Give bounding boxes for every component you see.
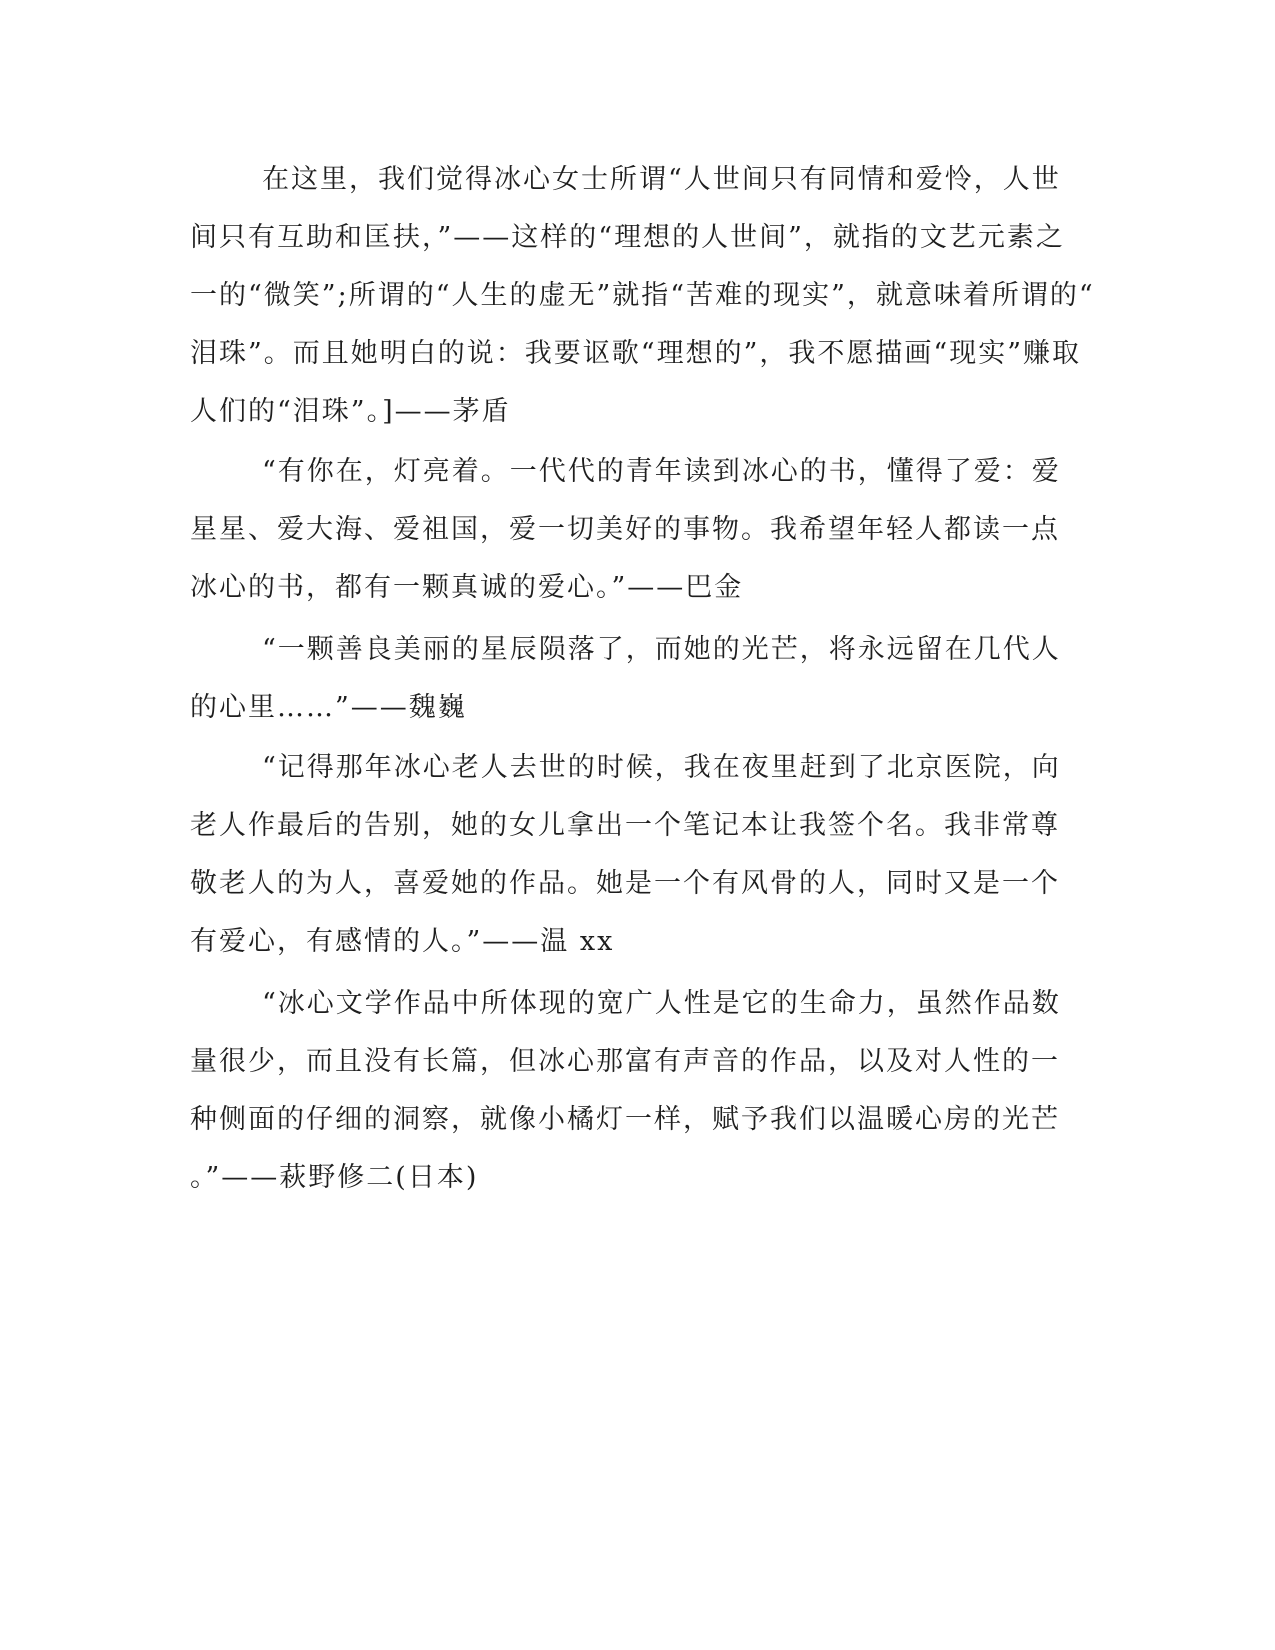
paragraph-1-line-1: 在这里，我们觉得冰心女士所谓“人世间只有同情和爱怜，人世 [262, 164, 1061, 195]
paragraph-2-line-2: 星星、爱大海、爱祖国，爱一切美好的事物。我希望年轻人都读一点 [190, 514, 1060, 545]
paragraph-1-line-2: 间只有互助和匡扶，”——这样的“理想的人世间”，就指的文艺元素之 [190, 222, 1065, 253]
paragraph-3-line-1: “一颗善良美丽的星辰陨落了，而她的光芒，将永远留在几代人 [262, 634, 1061, 665]
paragraph-4-line-3: 敬老人的为人，喜爱她的作品。她是一个有风骨的人，同时又是一个 [190, 868, 1060, 899]
paragraph-5-line-3: 种侧面的仔细的洞察，就像小橘灯一样，赋予我们以温暖心房的光芒 [190, 1104, 1060, 1135]
paragraph-2-line-1: “有你在，灯亮着。一代代的青年读到冰心的书，懂得了爱：爱 [262, 456, 1061, 487]
paragraph-5-line-2: 量很少，而且没有长篇，但冰心那富有声音的作品，以及对人性的一 [190, 1046, 1060, 1077]
paragraph-2-line-3: 冰心的书，都有一颗真诚的爱心。”——巴金 [190, 572, 744, 603]
paragraph-3-line-2: 的心里……”——魏巍 [190, 692, 467, 723]
paragraph-4-line-1: “记得那年冰心老人去世的时候，我在夜里赶到了北京医院，向 [262, 752, 1061, 783]
paragraph-1-line-5: 人们的“泪珠”。]——茅盾 [190, 396, 511, 427]
paragraph-1-line-4: 泪珠”。而且她明白的说：我要讴歌“理想的”，我不愿描画“现实”赚取 [190, 338, 1082, 369]
paragraph-1-line-3: 一的“微笑”;所谓的“人生的虚无”就指“苦难的现实”，就意味着所谓的“ [190, 280, 1095, 311]
paragraph-5-line-1: “冰心文学作品中所体现的宽广人性是它的生命力，虽然作品数 [262, 988, 1061, 1019]
paragraph-4-line-4: 有爱心，有感情的人。”——温 xx [190, 926, 615, 957]
paragraph-4-line-2: 老人作最后的告别，她的女儿拿出一个笔记本让我签个名。我非常尊 [190, 810, 1060, 841]
paragraph-5-line-4: 。”——萩野修二(日本) [190, 1162, 479, 1193]
